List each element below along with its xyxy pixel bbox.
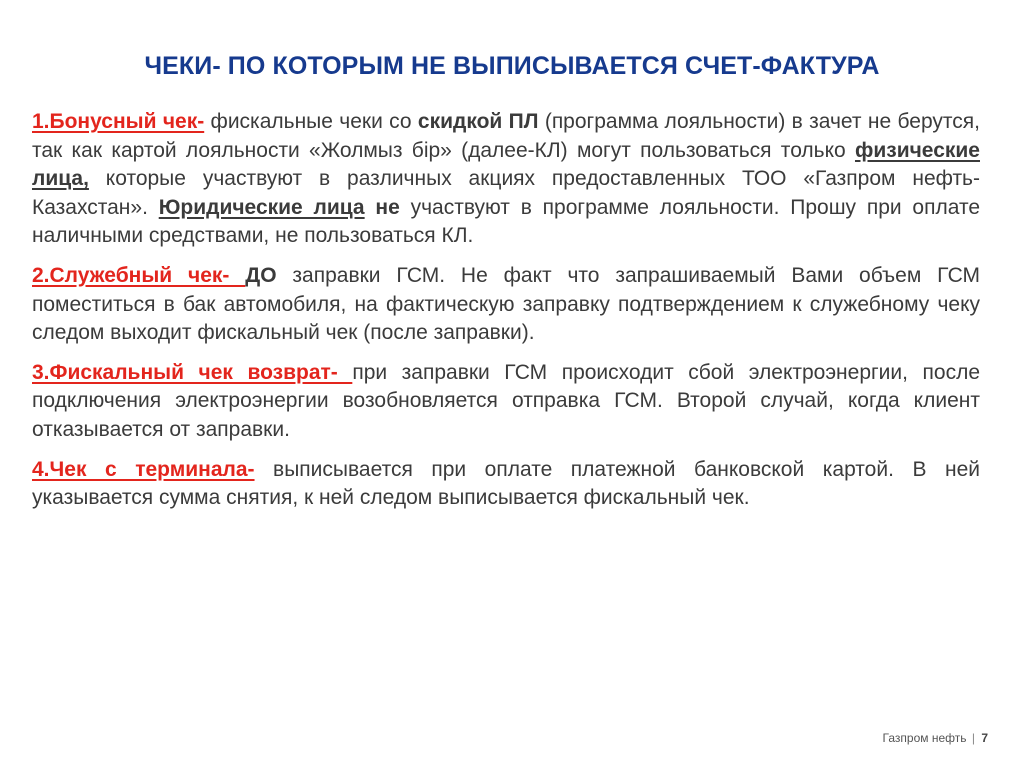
item-service-check (32, 262, 980, 348)
item-terminal-check (32, 456, 980, 513)
item-emphasis: ДО (245, 263, 277, 287)
item-text: участвуют в программе лояльности. Прошу при оплате наличными средствами, не пользоваться КЛ. (32, 195, 981, 248)
item-text: при заправки ГСМ происходит сбой электроэнергии, после подключения электроэнергии возобновляется отправка ГСМ. Второй случай, когда клиент отказывается от заправки. (32, 360, 980, 441)
item-text: фискальные чеки со (204, 110, 418, 133)
footer-brand: Газпром нефть (882, 731, 967, 745)
footer-separator: | (971, 731, 975, 745)
slide-content (32, 108, 980, 524)
page-number: 7 (981, 731, 988, 745)
item-text: выписывается при оплате платежной банковской картой. В ней указывается сумма снятия, к ней следом выписывается фискальный чек. (32, 457, 980, 510)
item-emphasis: скидкой ПЛ (417, 110, 539, 133)
item-return-check (32, 359, 980, 445)
item-heading: 2.Служебный чек- (32, 263, 246, 287)
item-emphasis: физические лица, (32, 138, 980, 191)
item-bonus-check (32, 108, 980, 251)
item-emphasis: Юридические лица (158, 195, 365, 219)
item-heading: 4.Чек с терминала- (32, 457, 255, 481)
slide-footer (883, 731, 988, 745)
item-emphasis: не (364, 195, 400, 219)
item-text: которые участвуют в различных акциях предоставленных ТОО «Газпром нефть-Казахстан». (32, 167, 980, 219)
slide-title: ЧЕКИ- ПО КОТОРЫМ НЕ ВЫПИСЫВАЕТСЯ СЧЕТ-ФАКТУРА (144, 52, 880, 80)
item-text: (программа лояльности) в зачет не берутся, так как картой лояльности «Жолмыз бір» (далее-КЛ) могут пользоваться только (32, 110, 980, 162)
item-heading: 1.Бонусный чек- (32, 110, 205, 133)
item-heading: 3.Фискальный чек возврат- (32, 360, 353, 384)
item-text: заправки ГСМ. Не факт что запрашиваемый Вами объем ГСМ поместиться в бак автомобиля, на фактическую заправку подтверждением к служебному чеку следом выходит фискальный чек (после заправки). (32, 263, 980, 345)
